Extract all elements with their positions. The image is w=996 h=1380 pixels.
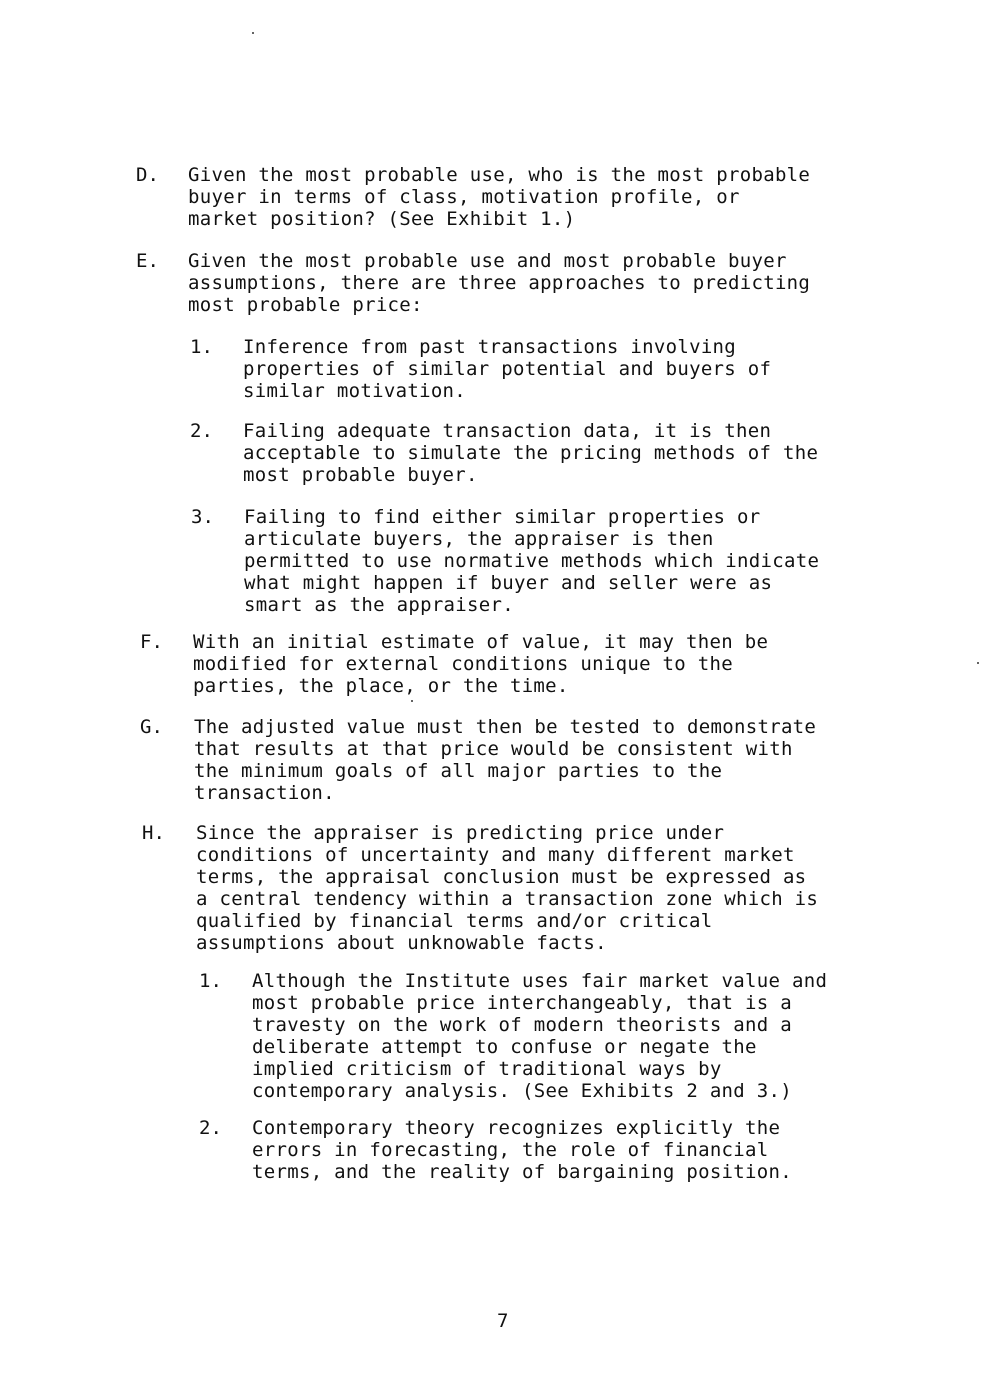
text-line: qualified by financial terms and/or critical xyxy=(196,910,713,932)
text-line: the minimum goals of all major parties to the xyxy=(194,760,723,782)
text-line: similar motivation. xyxy=(243,380,467,402)
text-line: Failing adequate transaction data, it is then xyxy=(243,420,772,442)
text-line: that results at that price would be consistent with xyxy=(194,738,793,760)
text-line: smart as the appraiser. xyxy=(244,594,514,616)
text-line: Given the most probable use and most probable buyer xyxy=(188,250,787,272)
text-line: deliberate attempt to confuse or negate the xyxy=(252,1036,757,1058)
text-line: articulate buyers, the appraiser is then xyxy=(244,528,714,550)
section-label: E. xyxy=(136,250,159,272)
text-line: contemporary analysis. (See Exhibits 2 and 3.) xyxy=(252,1080,792,1102)
text-line: terms, and the reality of bargaining position. xyxy=(252,1161,792,1183)
text-line: what might happen if buyer and seller were as xyxy=(244,572,773,594)
text-line: With an initial estimate of value, it may then be xyxy=(193,631,769,653)
text-line: Inference from past transactions involving xyxy=(243,336,737,358)
text-line: Failing to find either similar properties or xyxy=(244,506,761,528)
text-line: most probable price interchangeably, that is a xyxy=(252,992,792,1014)
text-line: Although the Institute uses fair market value and xyxy=(252,970,828,992)
text-line: implied criticism of traditional ways by xyxy=(252,1058,722,1080)
text-line: assumptions about unknowable facts. xyxy=(196,932,607,954)
text-line: Contemporary theory recognizes explicitly the xyxy=(252,1117,781,1139)
text-line: acceptable to simulate the pricing methods of the xyxy=(243,442,819,464)
text-line: Since the appraiser is predicting price under xyxy=(196,822,725,844)
subitem-label: 1. xyxy=(190,336,213,358)
subitem-label: 3. xyxy=(191,506,214,528)
section-label: F. xyxy=(140,631,163,653)
subitem-label: 2. xyxy=(199,1117,222,1139)
text-line: parties, the place, or the time. xyxy=(193,675,569,697)
text-line: Given the most probable use, who is the most probable xyxy=(188,164,811,186)
text-line: buyer in terms of class, motivation profile, or xyxy=(188,186,740,208)
text-line: properties of similar potential and buyers of xyxy=(243,358,772,380)
text-line: most probable buyer. xyxy=(243,464,478,486)
scan-speck xyxy=(977,662,979,664)
text-line: assumptions, there are three approaches to predicting xyxy=(188,272,811,294)
text-line: The adjusted value must then be tested to demonstrate xyxy=(194,716,817,738)
page-number: 7 xyxy=(497,1310,509,1332)
text-line: modified for external conditions unique to the xyxy=(193,653,733,675)
text-line: travesty on the work of modern theorists and a xyxy=(252,1014,792,1036)
text-line: conditions of uncertainty and many different market xyxy=(196,844,795,866)
scan-speck xyxy=(252,32,254,34)
text-line: a central tendency within a transaction zone which is xyxy=(196,888,819,910)
section-label: G. xyxy=(140,716,163,738)
scan-speck xyxy=(411,700,413,702)
text-line: market position? (See Exhibit 1.) xyxy=(188,208,576,230)
subitem-label: 2. xyxy=(190,420,213,442)
text-line: transaction. xyxy=(194,782,335,804)
text-line: most probable price: xyxy=(188,294,423,316)
text-line: terms, the appraisal conclusion must be expressed as xyxy=(196,866,807,888)
subitem-label: 1. xyxy=(199,970,222,992)
section-label: D. xyxy=(136,164,159,186)
text-line: errors in forecasting, the role of financial xyxy=(252,1139,769,1161)
text-line: permitted to use normative methods which indicate xyxy=(244,550,820,572)
section-label: H. xyxy=(142,822,165,844)
